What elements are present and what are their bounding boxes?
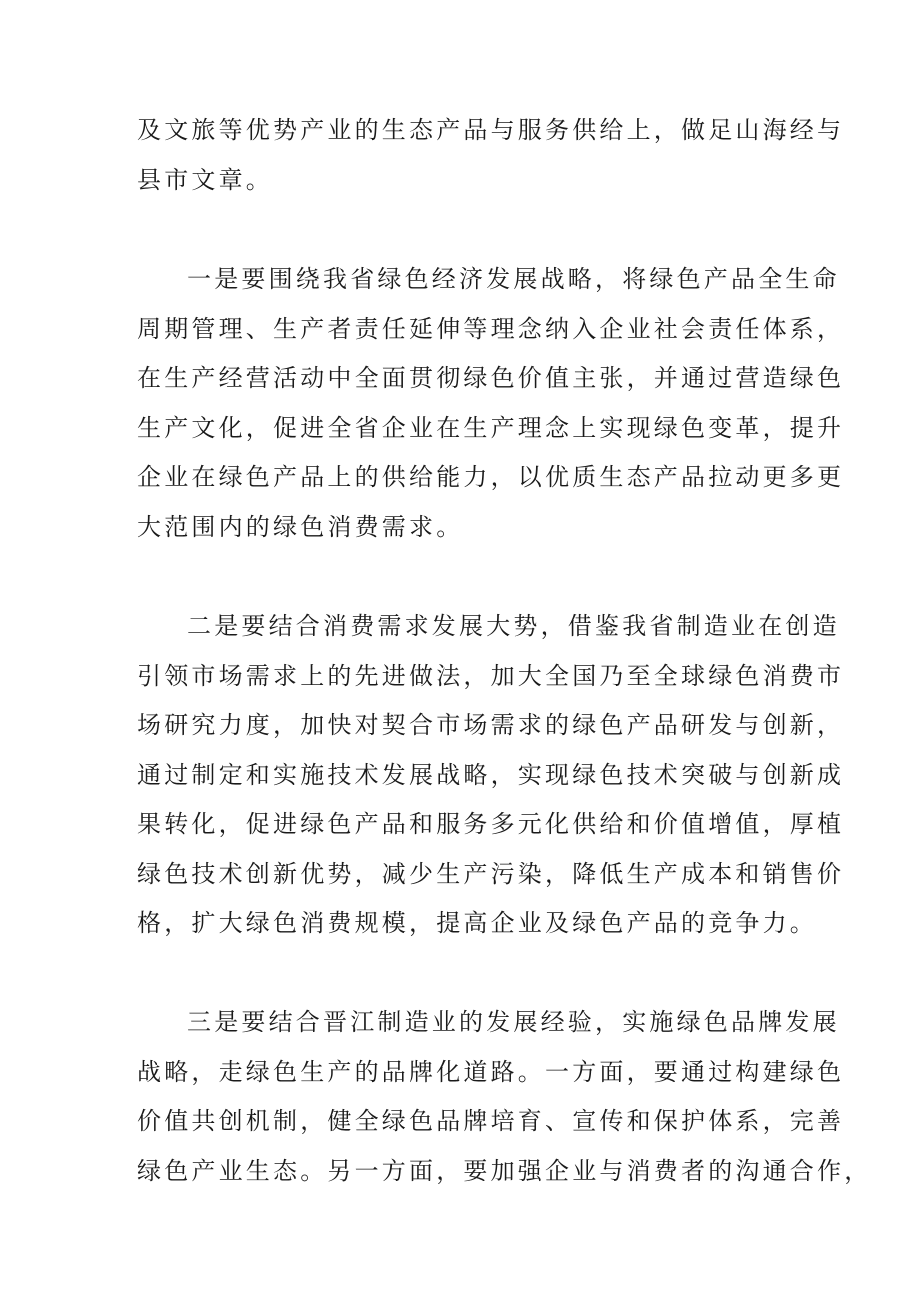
paragraph-2-line-6: 大范围内的绿色消费需求。 [137,513,464,541]
paragraph-2-line-5: 企业在绿色产品上的供给能力，以优质生态产品拉动更多更 [137,463,845,491]
paragraph-3-line-2: 引领市场需求上的先进做法，加大全国乃至全球绿色消费市 [137,662,845,690]
paragraph-3-line-4: 通过制定和实施技术发展战略，实现绿色技术突破与创新成 [137,761,845,789]
paragraph-2-line-2: 周期管理、生产者责任延伸等理念纳入企业社会责任体系， [137,315,845,343]
paragraph-4-line-1: 三是要结合晋江制造业的发展经验，实施绿色品牌发展 [187,1008,840,1036]
paragraph-3-line-1: 二是要结合消费需求发展大势，借鉴我省制造业在创造 [187,612,840,640]
paragraph-3-line-7: 格，扩大绿色消费规模，提高企业及绿色产品的竞争力。 [137,909,817,937]
paragraph-2-line-3: 在生产经营活动中全面贯彻绿色价值主张，并通过营造绿色 [137,364,845,392]
paragraph-4-line-3: 价值共创机制，健全绿色品牌培育、宣传和保护体系，完善 [137,1107,845,1135]
paragraph-1-line-2: 县市文章。 [137,166,273,194]
paragraph-1-line-1: 及文旅等优势产业的生态产品与服务供给上，做足山海经与 [137,116,845,144]
paragraph-3-line-6: 绿色技术创新优势，减少生产污染，降低生产成本和销售价 [137,860,845,888]
paragraph-2-line-4: 生产文化，促进全省企业在生产理念上实现绿色变革，提升 [137,414,845,442]
paragraph-4-line-2: 战略，走绿色生产的品牌化道路。一方面，要通过构建绿色 [137,1058,845,1086]
paragraph-4-line-4: 绿色产业生态。另一方面，要加强企业与消费者的沟通合作， [137,1157,872,1185]
paragraph-2-line-1: 一是要围绕我省绿色经济发展战略，将绿色产品全生命 [187,265,840,293]
paragraph-3-line-3: 场研究力度，加快对契合市场需求的绿色产品研发与创新， [137,711,845,739]
paragraph-3-line-5: 果转化，促进绿色产品和服务多元化供给和价值增值，厚植 [137,810,845,838]
